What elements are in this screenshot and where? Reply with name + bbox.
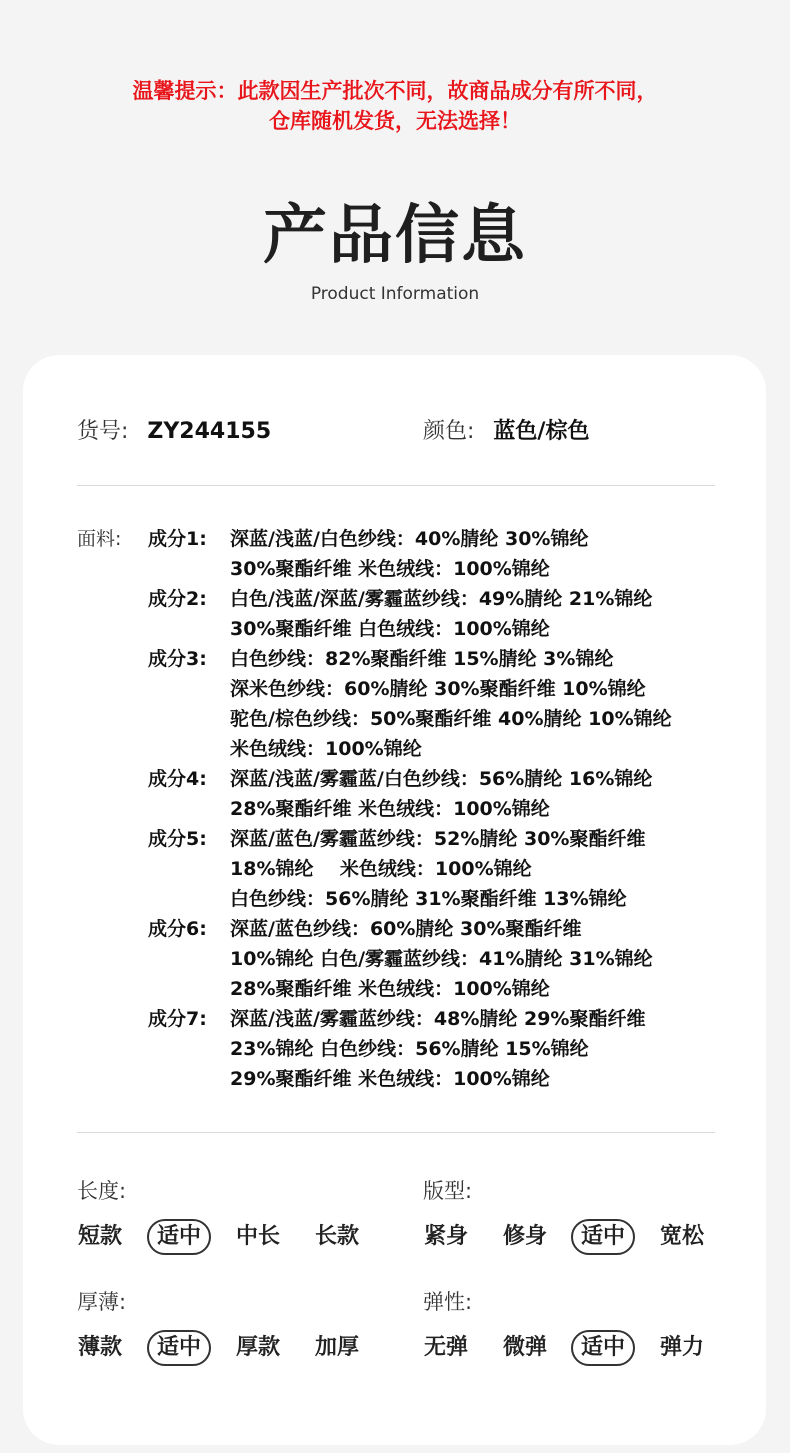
composition-line: 28%聚酯纤维 米色绒线：100%锦纶 bbox=[230, 978, 550, 1000]
divider-top bbox=[77, 485, 715, 486]
length-option-short: 短款 bbox=[78, 1224, 123, 1249]
composition-line: 深蓝/浅蓝/雾霾蓝纱线：48%腈纶 29%聚酯纤维 bbox=[230, 1008, 646, 1030]
composition-line: 30%聚酯纤维 米色绒线：100%锦纶 bbox=[230, 558, 550, 580]
thickness-option-thick: 厚款 bbox=[236, 1335, 281, 1360]
sku-value: ZY244155 bbox=[147, 419, 272, 444]
composition-name: 成分3: bbox=[148, 648, 207, 670]
composition-line: 深蓝/浅蓝/白色纱线：40%腈纶 30%锦纶 bbox=[230, 528, 589, 550]
composition-line: 驼色/棕色纱线：50%聚酯纤维 40%腈纶 10%锦纶 bbox=[230, 708, 672, 730]
composition-name: 成分7: bbox=[148, 1008, 207, 1030]
composition-line: 米色绒线：100%锦纶 bbox=[230, 738, 422, 760]
composition-name: 成分2: bbox=[148, 588, 207, 610]
length-option-midlong: 中长 bbox=[236, 1224, 281, 1249]
composition-line: 28%聚酯纤维 米色绒线：100%锦纶 bbox=[230, 798, 550, 820]
elasticity-option-none: 无弹 bbox=[424, 1335, 469, 1360]
fit-option-loose: 宽松 bbox=[660, 1224, 705, 1249]
fit-option-slim: 修身 bbox=[503, 1224, 548, 1249]
thickness-option-extra-thick: 加厚 bbox=[315, 1335, 360, 1360]
composition-line: 23%锦纶 白色纱线：56%腈纶 15%锦纶 bbox=[230, 1038, 589, 1060]
composition-name: 成分6: bbox=[148, 918, 207, 940]
section-title: 产品信息 bbox=[263, 199, 527, 273]
length-option-long: 长款 bbox=[315, 1224, 360, 1249]
divider-bottom bbox=[77, 1132, 715, 1133]
composition-line: 18%锦纶 米色绒线：100%锦纶 bbox=[230, 858, 532, 880]
fit-option-regular-selected: 适中 bbox=[571, 1219, 635, 1255]
composition-name: 成分1: bbox=[148, 528, 207, 550]
thickness-option-thin: 薄款 bbox=[78, 1335, 123, 1360]
elasticity-label: 弹性: bbox=[423, 1290, 473, 1314]
length-label: 长度: bbox=[77, 1179, 127, 1203]
notice-banner bbox=[0, 76, 790, 136]
section-subtitle: Product Information bbox=[310, 284, 480, 304]
color-value: 蓝色/棕色 bbox=[493, 419, 590, 444]
composition-line: 白色/浅蓝/深蓝/雾霾蓝纱线：49%腈纶 21%锦纶 bbox=[230, 588, 653, 610]
thickness-option-medium-selected: 适中 bbox=[147, 1330, 211, 1366]
composition-line: 29%聚酯纤维 米色绒线：100%锦纶 bbox=[230, 1068, 550, 1090]
sku-row bbox=[77, 417, 271, 447]
elasticity-option-stretchy: 弹力 bbox=[660, 1335, 705, 1360]
elasticity-option-medium-selected: 适中 bbox=[571, 1330, 635, 1366]
fit-label: 版型: bbox=[423, 1179, 473, 1203]
composition-line: 白色纱线：82%聚酯纤维 15%腈纶 3%锦纶 bbox=[230, 648, 614, 670]
elasticity-option-slight: 微弹 bbox=[503, 1335, 548, 1360]
length-option-medium-selected: 适中 bbox=[147, 1219, 211, 1255]
sku-label: 货号: bbox=[77, 419, 129, 444]
notice-line-2: 仓库随机发货，无法选择！ bbox=[269, 109, 521, 133]
color-label: 颜色: bbox=[423, 419, 475, 444]
composition-line: 白色纱线：56%腈纶 31%聚酯纤维 13%锦纶 bbox=[230, 888, 627, 910]
composition-line: 深蓝/蓝色/雾霾蓝纱线：52%腈纶 30%聚酯纤维 bbox=[230, 828, 646, 850]
composition-line: 深蓝/蓝色纱线：60%腈纶 30%聚酯纤维 bbox=[230, 918, 582, 940]
fit-option-tight: 紧身 bbox=[424, 1224, 469, 1249]
composition-name: 成分4: bbox=[148, 768, 207, 790]
composition-line: 深蓝/浅蓝/雾霾蓝/白色纱线：56%腈纶 16%锦纶 bbox=[230, 768, 653, 790]
thickness-label: 厚薄: bbox=[77, 1290, 127, 1314]
fabric-label: 面料: bbox=[77, 528, 122, 550]
color-row bbox=[423, 417, 589, 447]
composition-name: 成分5: bbox=[148, 828, 207, 850]
composition-line: 30%聚酯纤维 白色绒线：100%锦纶 bbox=[230, 618, 550, 640]
notice-line-1: 温馨提示：此款因生产批次不同，故商品成分有所不同， bbox=[132, 79, 658, 103]
composition-line: 深米色纱线：60%腈纶 30%聚酯纤维 10%锦纶 bbox=[230, 678, 646, 700]
composition-line: 10%锦纶 白色/雾霾蓝纱线：41%腈纶 31%锦纶 bbox=[230, 948, 653, 970]
